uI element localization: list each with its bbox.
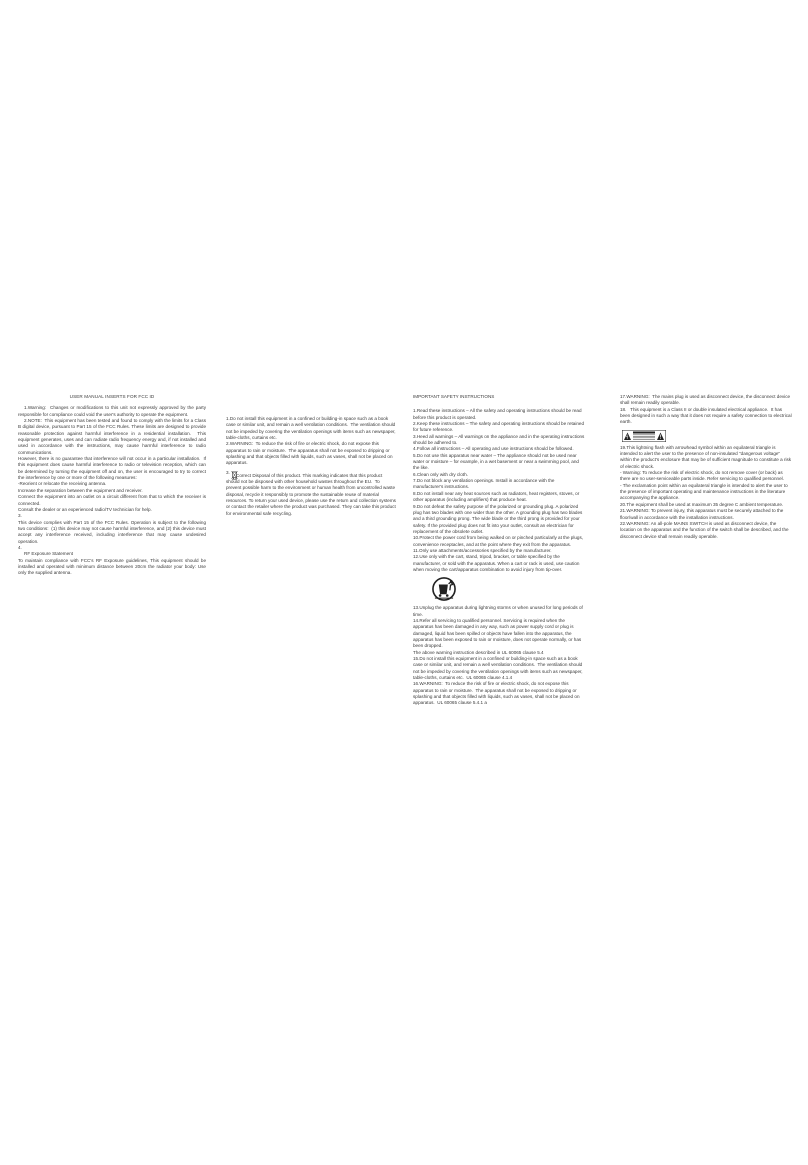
warning-paragraph-2: 2.WARNING: To reduce the risk of fire or electric shock, do not expose this apparatus to rain or moisture. The apparatus shall not be exposed to dripping or splashing and that objects filled with liquids, such as vases, shall not be placed on apparatus. xyxy=(226,441,394,466)
safety-item-16: 16.WARNING: To reduce the risk of fire or electric shock, do not expose this apparatus to rain or moisture. The apparatus shall not be exposed to dripping or splashing and that objects filled with liquids, such as vases, shall not be placed on apparatus. UL 60065 clause 5.4.1 a xyxy=(413,681,581,706)
cart-tip-over-icon xyxy=(431,576,457,602)
disposal-text: Correct Disposal of this product. This marking indicates that this product should not be disposed with other household wastes throughout the EU. To prevent possible harm to the environment or human health from uncontrolled waste disposal, recycle it responsibly to promote the sustainable reuse of material resources. To return your used device, please use the return and collection systems or contact the retailer where the product was purchased. They can take this product for environmental safe recycling. xyxy=(226,472,398,516)
safety-instructions-column xyxy=(413,394,585,707)
warning-paragraph-1: 1.Do not install this equipment in a confined or building-in space such as a book case or similar unit, and remain a well ventilation conditions. The ventilation should not be impeded by covering the ventilation openings with items such as newspaper, table-cloths, curtains etc. xyxy=(226,416,397,441)
fcc-inserts-column xyxy=(18,394,206,577)
safety-item-20: 20.The equipment shall be used at maximum 35 degree C ambient temperature. xyxy=(620,501,784,507)
fcc-line-6: Connect the equipment into an outlet on a circuit different from that to which the receiver is connected. xyxy=(18,494,208,506)
safety-item-4: 4.Follow all instructions – All operating and use instructions should be followed. xyxy=(413,446,574,452)
fcc-line-3: However, there is no guarantee that interference will not occur in a particular installation. If this equipment does cause harmful interference to radio or television reception, which can be determined by turning the equipment off and on, the user is encouraged to try to correct the interference by one or more of the following measures: xyxy=(18,456,208,481)
safety-continued-column xyxy=(620,394,792,540)
safety-item-15: 15.Do not install this equipment in a confined or building-in space such as a book case or similar unit, and remain a well ventilation conditions. The ventilation should not be impeded by covering the ventilation openings with items such as newspaper, table-cloths, curtains etc. UL 60065 clause 4.1.4 xyxy=(413,656,584,681)
fcc-line-4: -Reorient or relocate the receiving antenna. xyxy=(18,481,107,487)
safety-item-10: 10.Protect the power cord from being walked on or pinched particularly at the plugs, convenience receptacles, and at the point where they exit from the apparatus. xyxy=(413,535,585,547)
safety-item-19: 19.This lightning flash with arrowhead symbol within an equilateral triangle is intended to alert the user to the presence of non-insulated "dangerous voltage" within the product's enclosure that may be of sufficient magnitude to constitute a risk of electric shock. xyxy=(620,444,793,469)
safety-item-6: 6.Clean only with dry cloth. xyxy=(413,471,468,477)
fcc-line-8: 3. xyxy=(18,513,22,519)
fcc-line-1: 1.Warning: Changes or modifications to this unit not expressly approved by the party responsible for compliance could void the user's authority to operate the equipment. xyxy=(18,405,208,417)
safety-item-1: 1.Read these instructions – All the safety and operating instructions should be read before this product is operated. xyxy=(413,408,583,420)
safety-item-22: 22.WARNING: An all-pole MAINS SWITCH is used as disconnect device, the location on the apparatus and the function of the switch shall be described, and the disconnect device shall remain readily operable. xyxy=(620,520,790,539)
safety-exclamation-note: - The exclamation point within an equilateral triangle is intended to alert the user to the presence of important operating and maintenance instructions in the literature accompanying the appliance. xyxy=(620,482,789,501)
warnings-column xyxy=(226,416,396,517)
safety-ul-note: The above warning instruction described in UL 60065 clause 5.4 xyxy=(413,649,544,655)
safety-item-14: 14.Refer all servicing to qualified personnel. Servicing is required when the apparatus has been damaged in any way, such as power supply cord or plug is damaged, liquid has been spilled or objects have fallen into the apparatus, the apparatus has been exposed to rain or moisture, does not operate normally, or has been dropped. xyxy=(413,617,583,649)
electric-shock-warning-icon xyxy=(622,430,666,442)
safety-item-8: 8.Do not install near any heat sources such as radiators, heat registers, stoves, or other apparatus (including amplifiers) that produce heat. xyxy=(413,490,581,503)
safety-item-11: 11.Only use attachments/accessories specified by the manufacturer. xyxy=(413,547,552,553)
fcc-line-11: RF Exposure Statement xyxy=(24,551,74,557)
fcc-line-10: 4. xyxy=(18,544,22,550)
safety-item-7: 7.Do not block any ventilation openings. Install in accordance with the manufacturer's instructions. xyxy=(413,478,556,490)
fcc-line-2: 2.NOTE: This equipment has been tested and found to comply with the limits for a Class B digital device, pursuant to Part 15 of the FCC Rules. These limits are designed to provide reasonable protection against harmful interference in a residential installation. This equipment generates, uses and can radiate radio frequency energy and, if not installed and used in accordance with the instructions, may cause harmful interference to radio communications. xyxy=(18,418,208,455)
safety-item-21: 21.WARNING: To prevent injury, this apparatus must be securely attached to the floor/wall in accordance with the installation instructions. xyxy=(620,508,785,520)
disposal-number: 3. xyxy=(226,469,230,475)
safety-item-3: 3.Heed all warnings – All warnings on the appliance and in the operating instructions should be adhered to. xyxy=(413,433,586,446)
safety-item-12: 12.Use only with the cart, stand, tripod, bracket, or table specified by the manufacturer, or sold with the apparatus. When a cart or rack is used, use caution when moving the cart/apparatus combination to avoid injury from tip-over. xyxy=(413,554,581,572)
safety-instructions-title: IMPORTANT SAFETY INSTRUCTIONS xyxy=(413,394,495,399)
fcc-line-5: Increase the separation between the equipment and receiver. xyxy=(18,487,143,493)
fcc-inserts-title: USER MANUAL INSERTS FOR FCC ID xyxy=(69,394,155,399)
safety-item-9: 9.Do not defeat the safety purpose of the polarized or grounding plug. A polarized plug has two blades with one wider than the other. A grounding plug has two blades and a third grounding prong. The wide blade or the third prong is provided for your safety. If the provided plug does not fit into your outlet, consult an electrician for replacement of the obsolete outlet. xyxy=(413,503,584,534)
fcc-line-9: This device complies with Part 15 of the FCC Rules. Operation is subject to the following two conditions: (1) this device may not cause harmful interference, and (2) this device must accept any interference received, including interference that may cause undesired operation. xyxy=(18,519,208,544)
safety-warning-cover: - Warning: To reduce the risk of electric shock, do not remove cover (or back) as there are no user-serviceable parts inside. Refer servicing to qualified personnel. xyxy=(620,470,784,482)
fcc-line-7: Consult the dealer or an experienced radio/TV technician for help. xyxy=(18,506,152,512)
fcc-line-12: To maintain compliance with FCC's RF Exposure guidelines, This equipment should be installed and operated with minimum distance between 20cm the radiator your body: Use only the supplied antenna. xyxy=(18,557,208,576)
safety-item-2: 2.Keep these instructions – The safety and operating instructions should be retained for future reference. xyxy=(413,421,586,433)
safety-item-17: 17.WARNING: The mains plug is used as disconnect device, the disconnect device shall remain readily operable. xyxy=(620,394,792,406)
safety-item-5: 5.Do not use this apparatus near water – The appliance should not be used near water or moisture – for example, in a wet basement or near a swimming pool, and the like. xyxy=(413,452,581,471)
safety-item-13: 13.Unplug the apparatus during lightning storms or when unused for long periods of time. xyxy=(413,605,585,617)
safety-item-18: 18. This equipment is a Class II or double insulated electrical appliance. It has been designed in such a way that it does not require a safety connection to electrical earth. xyxy=(620,406,793,425)
